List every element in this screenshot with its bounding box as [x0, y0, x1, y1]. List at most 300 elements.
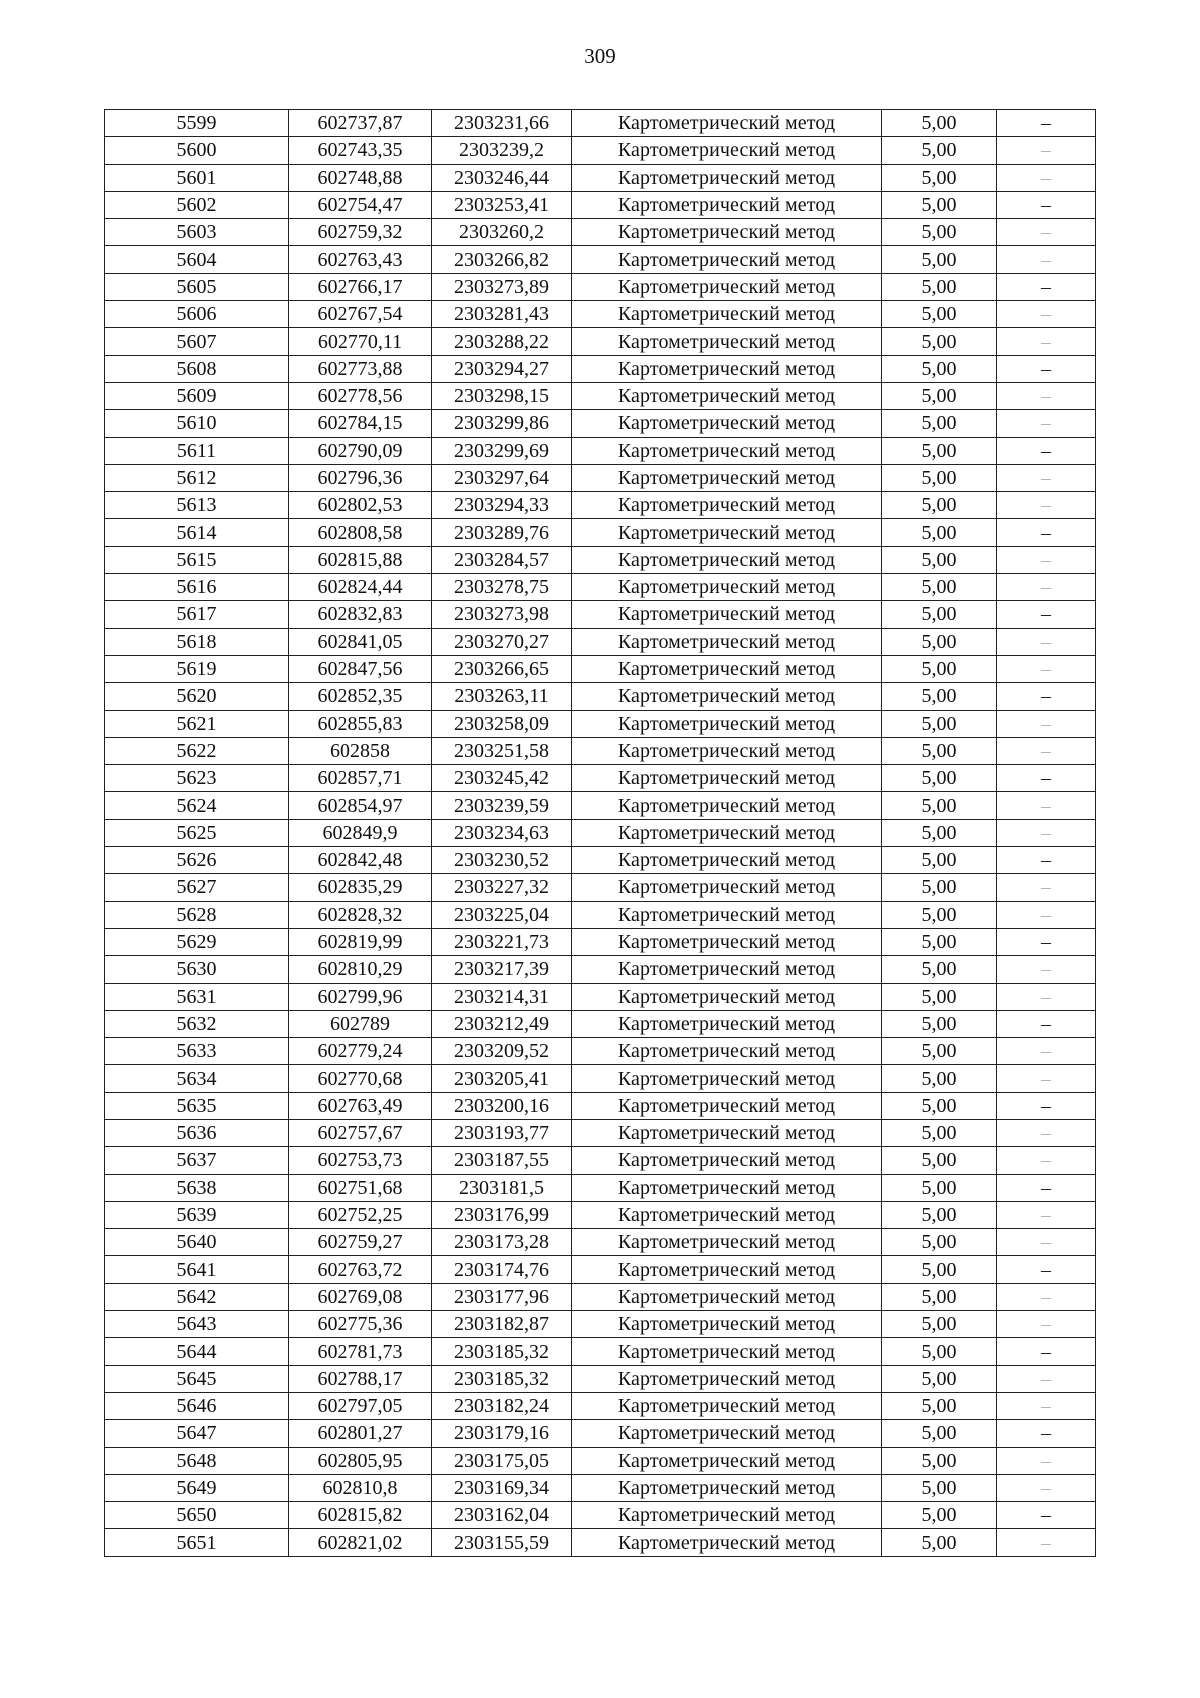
method-cell: Картометрический метод: [572, 164, 882, 191]
method-cell: Картометрический метод: [572, 1420, 882, 1447]
point-number-cell: 5633: [105, 1038, 289, 1065]
y-coordinate-cell: 2303288,22: [432, 328, 572, 355]
method-cell: Картометрический метод: [572, 1365, 882, 1392]
point-number-cell: 5643: [105, 1311, 289, 1338]
method-cell: Картометрический метод: [572, 683, 882, 710]
accuracy-cell: 5,00: [882, 1311, 997, 1338]
description-cell: –: [997, 410, 1096, 437]
y-coordinate-cell: 2303200,16: [432, 1092, 572, 1119]
y-coordinate-cell: 2303214,31: [432, 983, 572, 1010]
point-number-cell: 5599: [105, 110, 289, 137]
y-coordinate-cell: 2303185,32: [432, 1365, 572, 1392]
method-cell: Картометрический метод: [572, 710, 882, 737]
method-cell: Картометрический метод: [572, 574, 882, 601]
y-coordinate-cell: 2303298,15: [432, 382, 572, 409]
point-number-cell: 5641: [105, 1256, 289, 1283]
point-number-cell: 5615: [105, 546, 289, 573]
method-cell: Картометрический метод: [572, 1174, 882, 1201]
point-number-cell: 5617: [105, 601, 289, 628]
x-coordinate-cell: 602835,29: [289, 874, 432, 901]
table-row: [105, 655, 1096, 682]
coordinates-table: [104, 109, 1096, 1557]
accuracy-cell: 5,00: [882, 1229, 997, 1256]
x-coordinate-cell: 602808,58: [289, 519, 432, 546]
point-number-cell: 5639: [105, 1201, 289, 1228]
table-row: [105, 956, 1096, 983]
table-row: [105, 574, 1096, 601]
description-cell: –: [997, 1038, 1096, 1065]
x-coordinate-cell: 602752,25: [289, 1201, 432, 1228]
table-row: [105, 1092, 1096, 1119]
description-cell: –: [997, 328, 1096, 355]
table-row: [105, 328, 1096, 355]
y-coordinate-cell: 2303182,87: [432, 1311, 572, 1338]
table-row: [105, 492, 1096, 519]
x-coordinate-cell: 602815,88: [289, 546, 432, 573]
accuracy-cell: 5,00: [882, 246, 997, 273]
y-coordinate-cell: 2303294,33: [432, 492, 572, 519]
table-row: [105, 601, 1096, 628]
method-cell: Картометрический метод: [572, 1338, 882, 1365]
accuracy-cell: 5,00: [882, 1065, 997, 1092]
y-coordinate-cell: 2303182,24: [432, 1392, 572, 1419]
point-number-cell: 5619: [105, 655, 289, 682]
accuracy-cell: 5,00: [882, 1038, 997, 1065]
point-number-cell: 5621: [105, 710, 289, 737]
point-number-cell: 5645: [105, 1365, 289, 1392]
y-coordinate-cell: 2303212,49: [432, 1010, 572, 1037]
x-coordinate-cell: 602788,17: [289, 1365, 432, 1392]
point-number-cell: 5603: [105, 219, 289, 246]
method-cell: Картометрический метод: [572, 601, 882, 628]
description-cell: –: [997, 1447, 1096, 1474]
point-number-cell: 5651: [105, 1529, 289, 1556]
description-cell: –: [997, 1420, 1096, 1447]
description-cell: –: [997, 874, 1096, 901]
method-cell: Картометрический метод: [572, 1311, 882, 1338]
point-number-cell: 5614: [105, 519, 289, 546]
description-cell: –: [997, 246, 1096, 273]
method-cell: Картометрический метод: [572, 137, 882, 164]
x-coordinate-cell: 602802,53: [289, 492, 432, 519]
method-cell: Картометрический метод: [572, 847, 882, 874]
y-coordinate-cell: 2303281,43: [432, 301, 572, 328]
y-coordinate-cell: 2303263,11: [432, 683, 572, 710]
x-coordinate-cell: 602801,27: [289, 1420, 432, 1447]
description-cell: –: [997, 847, 1096, 874]
accuracy-cell: 5,00: [882, 1338, 997, 1365]
description-cell: –: [997, 219, 1096, 246]
accuracy-cell: 5,00: [882, 710, 997, 737]
method-cell: Картометрический метод: [572, 1201, 882, 1228]
x-coordinate-cell: 602828,32: [289, 901, 432, 928]
table-row: [105, 110, 1096, 137]
y-coordinate-cell: 2303246,44: [432, 164, 572, 191]
accuracy-cell: 5,00: [882, 437, 997, 464]
method-cell: Картометрический метод: [572, 492, 882, 519]
point-number-cell: 5606: [105, 301, 289, 328]
accuracy-cell: 5,00: [882, 956, 997, 983]
method-cell: Картометрический метод: [572, 792, 882, 819]
table-row: [105, 901, 1096, 928]
accuracy-cell: 5,00: [882, 355, 997, 382]
accuracy-cell: 5,00: [882, 928, 997, 955]
y-coordinate-cell: 2303217,39: [432, 956, 572, 983]
y-coordinate-cell: 2303187,55: [432, 1147, 572, 1174]
point-number-cell: 5610: [105, 410, 289, 437]
coordinates-table-body: [105, 110, 1096, 1557]
accuracy-cell: 5,00: [882, 1474, 997, 1501]
y-coordinate-cell: 2303284,57: [432, 546, 572, 573]
accuracy-cell: 5,00: [882, 819, 997, 846]
y-coordinate-cell: 2303185,32: [432, 1338, 572, 1365]
table-row: [105, 1420, 1096, 1447]
point-number-cell: 5636: [105, 1119, 289, 1146]
table-row: [105, 792, 1096, 819]
point-number-cell: 5646: [105, 1392, 289, 1419]
accuracy-cell: 5,00: [882, 219, 997, 246]
accuracy-cell: 5,00: [882, 1147, 997, 1174]
x-coordinate-cell: 602854,97: [289, 792, 432, 819]
y-coordinate-cell: 2303175,05: [432, 1447, 572, 1474]
y-coordinate-cell: 2303231,66: [432, 110, 572, 137]
point-number-cell: 5644: [105, 1338, 289, 1365]
y-coordinate-cell: 2303273,98: [432, 601, 572, 628]
description-cell: –: [997, 819, 1096, 846]
table-row: [105, 1201, 1096, 1228]
x-coordinate-cell: 602847,56: [289, 655, 432, 682]
x-coordinate-cell: 602759,27: [289, 1229, 432, 1256]
description-cell: –: [997, 1256, 1096, 1283]
table-row: [105, 1229, 1096, 1256]
x-coordinate-cell: 602824,44: [289, 574, 432, 601]
method-cell: Картометрический метод: [572, 901, 882, 928]
y-coordinate-cell: 2303205,41: [432, 1065, 572, 1092]
table-row: [105, 464, 1096, 491]
method-cell: Картометрический метод: [572, 301, 882, 328]
point-number-cell: 5647: [105, 1420, 289, 1447]
accuracy-cell: 5,00: [882, 737, 997, 764]
method-cell: Картометрический метод: [572, 328, 882, 355]
x-coordinate-cell: 602769,08: [289, 1283, 432, 1310]
description-cell: –: [997, 492, 1096, 519]
y-coordinate-cell: 2303253,41: [432, 191, 572, 218]
table-row: [105, 1283, 1096, 1310]
accuracy-cell: 5,00: [882, 874, 997, 901]
method-cell: Картометрический метод: [572, 628, 882, 655]
x-coordinate-cell: 602781,73: [289, 1338, 432, 1365]
point-number-cell: 5616: [105, 574, 289, 601]
x-coordinate-cell: 602790,09: [289, 437, 432, 464]
table-row: [105, 1392, 1096, 1419]
accuracy-cell: 5,00: [882, 1092, 997, 1119]
table-row: [105, 382, 1096, 409]
accuracy-cell: 5,00: [882, 574, 997, 601]
y-coordinate-cell: 2303266,65: [432, 655, 572, 682]
description-cell: –: [997, 710, 1096, 737]
method-cell: Картометрический метод: [572, 874, 882, 901]
description-cell: –: [997, 983, 1096, 1010]
description-cell: –: [997, 1529, 1096, 1556]
method-cell: Картометрический метод: [572, 1092, 882, 1119]
x-coordinate-cell: 602763,49: [289, 1092, 432, 1119]
point-number-cell: 5600: [105, 137, 289, 164]
x-coordinate-cell: 602799,96: [289, 983, 432, 1010]
accuracy-cell: 5,00: [882, 546, 997, 573]
y-coordinate-cell: 2303221,73: [432, 928, 572, 955]
x-coordinate-cell: 602737,87: [289, 110, 432, 137]
method-cell: Картометрический метод: [572, 355, 882, 382]
method-cell: Картометрический метод: [572, 191, 882, 218]
y-coordinate-cell: 2303258,09: [432, 710, 572, 737]
method-cell: Картометрический метод: [572, 382, 882, 409]
x-coordinate-cell: 602842,48: [289, 847, 432, 874]
accuracy-cell: 5,00: [882, 1447, 997, 1474]
description-cell: –: [997, 1092, 1096, 1119]
y-coordinate-cell: 2303273,89: [432, 273, 572, 300]
x-coordinate-cell: 602784,15: [289, 410, 432, 437]
x-coordinate-cell: 602751,68: [289, 1174, 432, 1201]
x-coordinate-cell: 602754,47: [289, 191, 432, 218]
y-coordinate-cell: 2303162,04: [432, 1502, 572, 1529]
method-cell: Картометрический метод: [572, 410, 882, 437]
y-coordinate-cell: 2303299,86: [432, 410, 572, 437]
accuracy-cell: 5,00: [882, 792, 997, 819]
description-cell: –: [997, 1010, 1096, 1037]
x-coordinate-cell: 602852,35: [289, 683, 432, 710]
description-cell: –: [997, 1147, 1096, 1174]
x-coordinate-cell: 602753,73: [289, 1147, 432, 1174]
x-coordinate-cell: 602763,43: [289, 246, 432, 273]
description-cell: –: [997, 1311, 1096, 1338]
x-coordinate-cell: 602743,35: [289, 137, 432, 164]
accuracy-cell: 5,00: [882, 1010, 997, 1037]
y-coordinate-cell: 2303225,04: [432, 901, 572, 928]
point-number-cell: 5623: [105, 765, 289, 792]
method-cell: Картометрический метод: [572, 1147, 882, 1174]
accuracy-cell: 5,00: [882, 137, 997, 164]
point-number-cell: 5632: [105, 1010, 289, 1037]
point-number-cell: 5618: [105, 628, 289, 655]
method-cell: Картометрический метод: [572, 928, 882, 955]
table-row: [105, 1147, 1096, 1174]
point-number-cell: 5612: [105, 464, 289, 491]
table-row: [105, 1119, 1096, 1146]
y-coordinate-cell: 2303230,52: [432, 847, 572, 874]
point-number-cell: 5649: [105, 1474, 289, 1501]
x-coordinate-cell: 602815,82: [289, 1502, 432, 1529]
point-number-cell: 5605: [105, 273, 289, 300]
table-row: [105, 683, 1096, 710]
point-number-cell: 5629: [105, 928, 289, 955]
description-cell: –: [997, 1365, 1096, 1392]
accuracy-cell: 5,00: [882, 1420, 997, 1447]
table-row: [105, 273, 1096, 300]
description-cell: –: [997, 437, 1096, 464]
table-row: [105, 1474, 1096, 1501]
accuracy-cell: 5,00: [882, 1365, 997, 1392]
accuracy-cell: 5,00: [882, 1392, 997, 1419]
x-coordinate-cell: 602797,05: [289, 1392, 432, 1419]
point-number-cell: 5602: [105, 191, 289, 218]
method-cell: Картометрический метод: [572, 1447, 882, 1474]
method-cell: Картометрический метод: [572, 1229, 882, 1256]
method-cell: Картометрический метод: [572, 1283, 882, 1310]
table-row: [105, 519, 1096, 546]
accuracy-cell: 5,00: [882, 1256, 997, 1283]
table-row: [105, 1311, 1096, 1338]
method-cell: Картометрический метод: [572, 956, 882, 983]
y-coordinate-cell: 2303179,16: [432, 1420, 572, 1447]
x-coordinate-cell: 602778,56: [289, 382, 432, 409]
y-coordinate-cell: 2303169,34: [432, 1474, 572, 1501]
y-coordinate-cell: 2303278,75: [432, 574, 572, 601]
table-row: [105, 1174, 1096, 1201]
description-cell: –: [997, 164, 1096, 191]
method-cell: Картометрический метод: [572, 1119, 882, 1146]
x-coordinate-cell: 602821,02: [289, 1529, 432, 1556]
point-number-cell: 5624: [105, 792, 289, 819]
x-coordinate-cell: 602757,67: [289, 1119, 432, 1146]
point-number-cell: 5604: [105, 246, 289, 273]
table-row: [105, 1447, 1096, 1474]
y-coordinate-cell: 2303181,5: [432, 1174, 572, 1201]
method-cell: Картометрический метод: [572, 1065, 882, 1092]
y-coordinate-cell: 2303234,63: [432, 819, 572, 846]
description-cell: –: [997, 110, 1096, 137]
description-cell: –: [997, 137, 1096, 164]
accuracy-cell: 5,00: [882, 382, 997, 409]
description-cell: –: [997, 464, 1096, 491]
point-number-cell: 5608: [105, 355, 289, 382]
accuracy-cell: 5,00: [882, 464, 997, 491]
x-coordinate-cell: 602805,95: [289, 1447, 432, 1474]
y-coordinate-cell: 2303270,27: [432, 628, 572, 655]
accuracy-cell: 5,00: [882, 492, 997, 519]
table-row: [105, 847, 1096, 874]
point-number-cell: 5613: [105, 492, 289, 519]
accuracy-cell: 5,00: [882, 328, 997, 355]
method-cell: Картометрический метод: [572, 519, 882, 546]
point-number-cell: 5620: [105, 683, 289, 710]
point-number-cell: 5642: [105, 1283, 289, 1310]
description-cell: –: [997, 1338, 1096, 1365]
accuracy-cell: 5,00: [882, 601, 997, 628]
table-row: [105, 1065, 1096, 1092]
accuracy-cell: 5,00: [882, 273, 997, 300]
description-cell: –: [997, 1474, 1096, 1501]
y-coordinate-cell: 2303245,42: [432, 765, 572, 792]
x-coordinate-cell: 602767,54: [289, 301, 432, 328]
description-cell: –: [997, 1392, 1096, 1419]
method-cell: Картометрический метод: [572, 1010, 882, 1037]
point-number-cell: 5609: [105, 382, 289, 409]
description-cell: –: [997, 191, 1096, 218]
table-row: [105, 819, 1096, 846]
description-cell: –: [997, 382, 1096, 409]
x-coordinate-cell: 602796,36: [289, 464, 432, 491]
method-cell: Картометрический метод: [572, 1392, 882, 1419]
accuracy-cell: 5,00: [882, 1283, 997, 1310]
y-coordinate-cell: 2303294,27: [432, 355, 572, 382]
description-cell: –: [997, 1065, 1096, 1092]
description-cell: –: [997, 928, 1096, 955]
accuracy-cell: 5,00: [882, 655, 997, 682]
accuracy-cell: 5,00: [882, 683, 997, 710]
x-coordinate-cell: 602858: [289, 737, 432, 764]
accuracy-cell: 5,00: [882, 901, 997, 928]
description-cell: –: [997, 1201, 1096, 1228]
x-coordinate-cell: 602748,88: [289, 164, 432, 191]
x-coordinate-cell: 602855,83: [289, 710, 432, 737]
method-cell: Картометрический метод: [572, 983, 882, 1010]
method-cell: Картометрический метод: [572, 737, 882, 764]
description-cell: –: [997, 301, 1096, 328]
y-coordinate-cell: 2303239,59: [432, 792, 572, 819]
point-number-cell: 5650: [105, 1502, 289, 1529]
point-number-cell: 5640: [105, 1229, 289, 1256]
table-row: [105, 1038, 1096, 1065]
method-cell: Картометрический метод: [572, 655, 882, 682]
accuracy-cell: 5,00: [882, 519, 997, 546]
x-coordinate-cell: 602766,17: [289, 273, 432, 300]
y-coordinate-cell: 2303193,77: [432, 1119, 572, 1146]
point-number-cell: 5631: [105, 983, 289, 1010]
point-number-cell: 5611: [105, 437, 289, 464]
description-cell: –: [997, 655, 1096, 682]
table-row: [105, 164, 1096, 191]
method-cell: Картометрический метод: [572, 110, 882, 137]
method-cell: Картометрический метод: [572, 1256, 882, 1283]
method-cell: Картометрический метод: [572, 1529, 882, 1556]
description-cell: –: [997, 601, 1096, 628]
method-cell: Картометрический метод: [572, 246, 882, 273]
description-cell: –: [997, 765, 1096, 792]
y-coordinate-cell: 2303174,76: [432, 1256, 572, 1283]
point-number-cell: 5635: [105, 1092, 289, 1119]
point-number-cell: 5630: [105, 956, 289, 983]
x-coordinate-cell: 602770,68: [289, 1065, 432, 1092]
method-cell: Картометрический метод: [572, 1038, 882, 1065]
method-cell: Картометрический метод: [572, 546, 882, 573]
table-row: [105, 1529, 1096, 1556]
x-coordinate-cell: 602779,24: [289, 1038, 432, 1065]
point-number-cell: 5637: [105, 1147, 289, 1174]
method-cell: Картометрический метод: [572, 1502, 882, 1529]
point-number-cell: 5628: [105, 901, 289, 928]
description-cell: –: [997, 355, 1096, 382]
x-coordinate-cell: 602759,32: [289, 219, 432, 246]
accuracy-cell: 5,00: [882, 1119, 997, 1146]
table-row: [105, 191, 1096, 218]
y-coordinate-cell: 2303260,2: [432, 219, 572, 246]
table-row: [105, 737, 1096, 764]
table-row: [105, 546, 1096, 573]
y-coordinate-cell: 2303239,2: [432, 137, 572, 164]
method-cell: Картометрический метод: [572, 819, 882, 846]
accuracy-cell: 5,00: [882, 191, 997, 218]
y-coordinate-cell: 2303266,82: [432, 246, 572, 273]
table-row: [105, 355, 1096, 382]
point-number-cell: 5627: [105, 874, 289, 901]
x-coordinate-cell: 602832,83: [289, 601, 432, 628]
description-cell: –: [997, 574, 1096, 601]
x-coordinate-cell: 602819,99: [289, 928, 432, 955]
accuracy-cell: 5,00: [882, 1502, 997, 1529]
x-coordinate-cell: 602770,11: [289, 328, 432, 355]
y-coordinate-cell: 2303176,99: [432, 1201, 572, 1228]
point-number-cell: 5625: [105, 819, 289, 846]
